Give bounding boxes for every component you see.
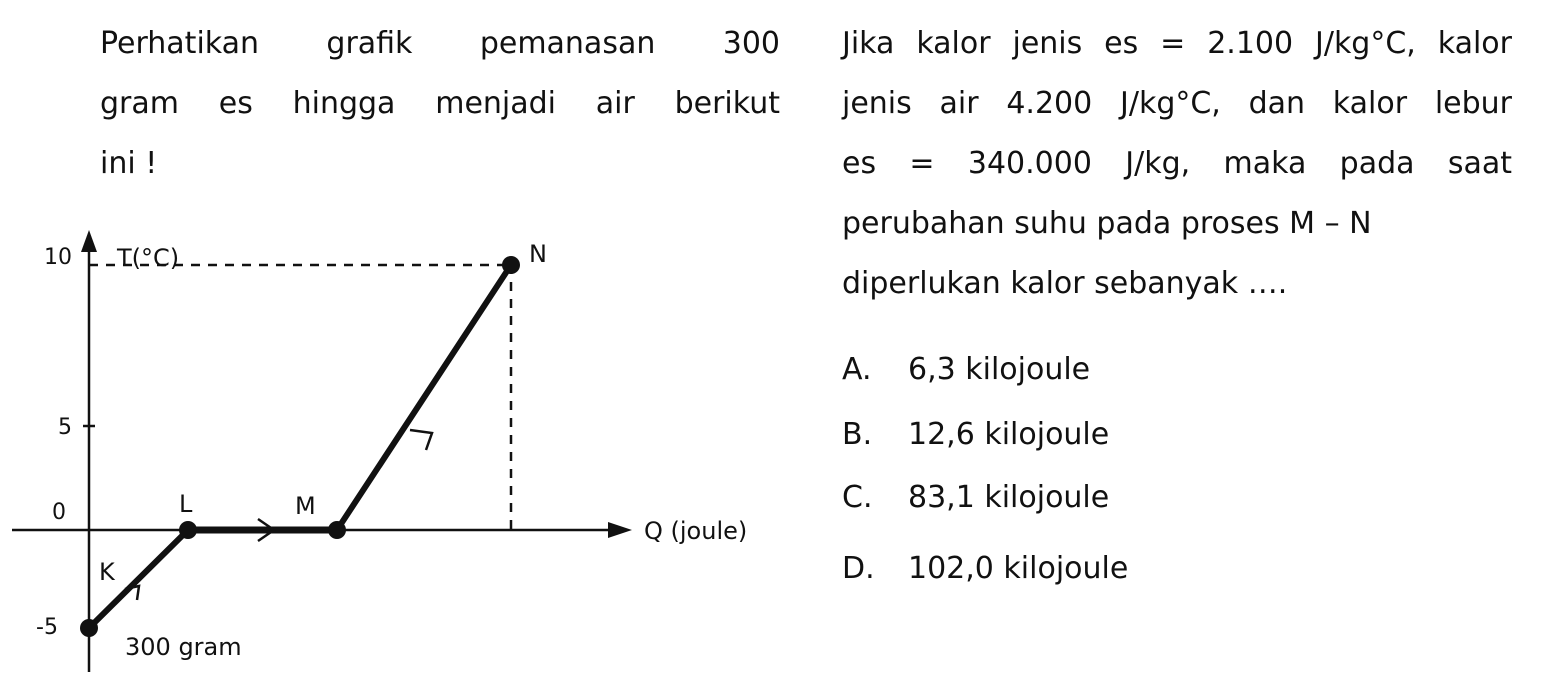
option-d-text: 102,0 kilojoule [908, 551, 1129, 586]
y-axis-label: T(°C) [117, 244, 180, 272]
option-d-letter: D. [842, 551, 875, 586]
arrow-m-n-icon [410, 430, 432, 450]
option-a-text: 6,3 kilojoule [908, 352, 1091, 387]
y-tick-label-0: 0 [52, 500, 66, 525]
option-b-letter: B. [842, 417, 873, 452]
option-c-letter: C. [842, 480, 873, 515]
y-axis-arrowhead [81, 230, 97, 252]
option-a[interactable] [842, 350, 1090, 390]
point-l [179, 521, 197, 539]
option-b[interactable] [842, 415, 1109, 455]
intro-line-1: Perhatikan grafik pemanasan 300 [100, 26, 780, 61]
segment-m-n [337, 265, 511, 530]
point-k [80, 619, 98, 637]
point-label-l: L [179, 490, 193, 518]
stem-line-2: jenis air 4.200 J/kg°C, dan kalor lebur [842, 86, 1512, 121]
mass-annotation: 300 gram [125, 633, 242, 661]
stem-line-4: perubahan suhu pada proses M – N [842, 206, 1372, 241]
option-d[interactable] [842, 549, 1128, 589]
point-label-m: M [295, 492, 316, 520]
y-tick-label-10: 10 [44, 245, 72, 270]
y-tick-label-5: 5 [58, 415, 72, 440]
x-axis-label: Q (joule) [644, 517, 748, 545]
intro-line-2: gram es hingga menjadi air berikut [100, 86, 780, 121]
option-c-text: 83,1 kilojoule [908, 480, 1110, 515]
point-label-k: K [99, 558, 115, 586]
stem-line-5: diperlukan kalor sebanyak …. [842, 266, 1288, 301]
y-tick-label-neg5: -5 [36, 615, 58, 640]
x-axis-arrowhead [608, 522, 632, 538]
stem-line-3: es = 340.000 J/kg, maka pada saat [842, 146, 1512, 181]
option-c[interactable] [842, 478, 1109, 518]
option-a-letter: A. [842, 352, 872, 387]
stem-line-1: Jika kalor jenis es = 2.100 J/kg°C, kalor [842, 26, 1512, 61]
point-m [328, 521, 346, 539]
intro-line-3: ini ! [100, 146, 158, 181]
option-b-text: 12,6 kilojoule [908, 417, 1110, 452]
point-label-n: N [529, 240, 547, 268]
point-n [502, 256, 520, 274]
question-stem [842, 14, 1512, 314]
